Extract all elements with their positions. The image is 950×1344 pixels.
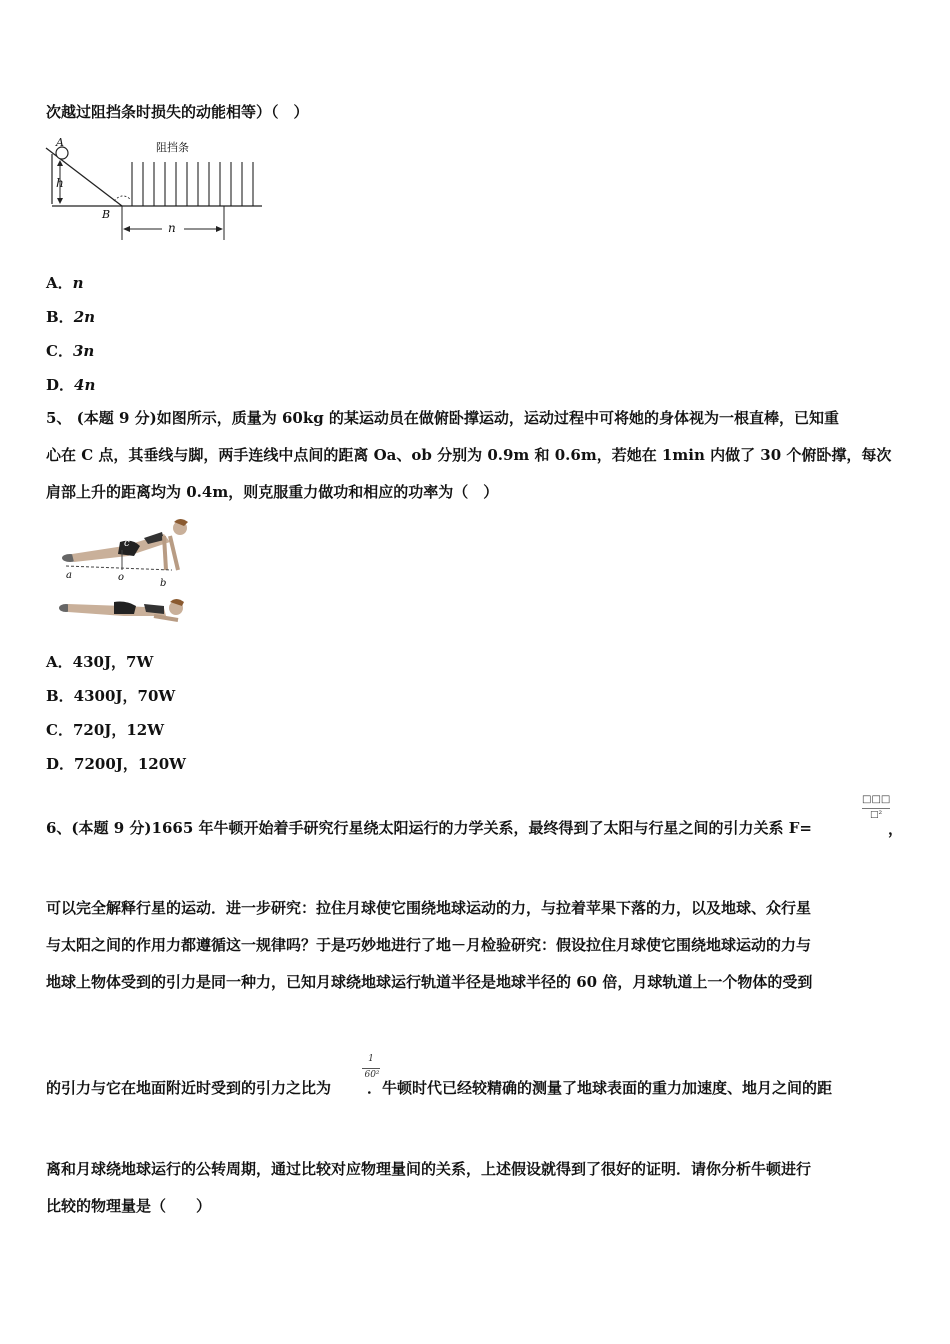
q4-option-a[interactable]: A．n	[46, 274, 84, 292]
q6-formula-bar	[862, 808, 890, 809]
q6-line-1: 6、(本题 9 分)1665 年牛顿开始着手研究行星绕太阳运行的力学关系，最终得到了太阳与行星之间的引力关系 F=	[46, 819, 812, 837]
q6-line-3: 与太阳之间的作用力都遵循这一规律吗？于是巧妙地进行了地－月检验研究：假设拉住月球使它围绕地球运动的力与	[46, 936, 812, 954]
q5-line-1: 5、 (本题 9 分)如图所示，质量为 60kg 的某运动员在做俯卧撑运动，运动过程中可将她的身体视为一根直棒，已知重	[46, 409, 839, 427]
label-B: B	[102, 208, 111, 221]
q5-option-a[interactable]: A．430J，7W	[46, 653, 154, 671]
q6-line-4: 地球上物体受到的引力是同一种力，已知月球绕地球运行轨道半径是地球半径的 60 倍，月球轨道上一个物体的受到	[46, 973, 813, 991]
q6-line-5-head: 的引力与它在地面附近时受到的引力之比为	[46, 1079, 332, 1097]
label-n: n	[168, 221, 176, 235]
label-b: b	[160, 578, 167, 589]
label-o: o	[118, 572, 125, 583]
label-h: h	[56, 176, 64, 190]
q6-formula-numerator: □□□	[862, 794, 891, 805]
q4-option-b[interactable]: B．2n	[46, 308, 96, 326]
q5-pushup-figure	[54, 512, 202, 636]
q5-option-c[interactable]: C．720J，12W	[46, 721, 165, 739]
label-A: A	[56, 136, 64, 149]
q6-line-1-tail: ，	[888, 820, 904, 838]
q5-option-d[interactable]: D．7200J，120W	[46, 755, 187, 773]
q6-line-5	[46, 1078, 832, 1098]
q5-line-2: 心在 C 点，其垂线与脚，两手连线中点间的距离 Oa、ob 分别为 0.9m 和 0.6m，若她在 1min 内做了 30 个俯卧撑，每次	[46, 446, 892, 464]
label-a: a	[66, 570, 72, 581]
q6-formula-denominator: □²	[869, 810, 883, 820]
q4-option-c[interactable]: C．3n	[46, 342, 95, 360]
q6-ratio-bar	[362, 1068, 380, 1069]
label-strips: 阻挡条	[156, 141, 189, 154]
q6-line-6: 离和月球绕地球运行的公转周期，通过比较对应物理量间的关系，上述假设就得到了很好的证明．请你分析牛顿进行	[46, 1160, 812, 1178]
q6-line-5-tail: ．牛顿时代已经较精确的测量了地球表面的重力加速度、地月之间的距	[367, 1079, 833, 1097]
q5-option-b[interactable]: B．4300J，70W	[46, 687, 176, 705]
q4-intro-tail: 次越过阻挡条时损失的动能相等）（ ）	[46, 103, 309, 121]
q6-ratio-numerator: 1	[368, 1054, 374, 1064]
q6-line-2: 可以完全解释行星的运动．进一步研究：拉住月球使它围绕地球运动的力，与拉着苹果下落的力，以及地球、众行星	[46, 899, 812, 917]
label-c: c	[124, 538, 130, 549]
q5-line-3: 肩部上升的距离均为 0.4m，则克服重力做功和相应的功率为（ ）	[46, 483, 499, 501]
q4-option-d[interactable]: D．4n	[46, 376, 96, 394]
q6-line-7: 比较的物理量是（ ）	[46, 1197, 212, 1215]
q6-ratio-denominator: 60²	[364, 1070, 380, 1080]
